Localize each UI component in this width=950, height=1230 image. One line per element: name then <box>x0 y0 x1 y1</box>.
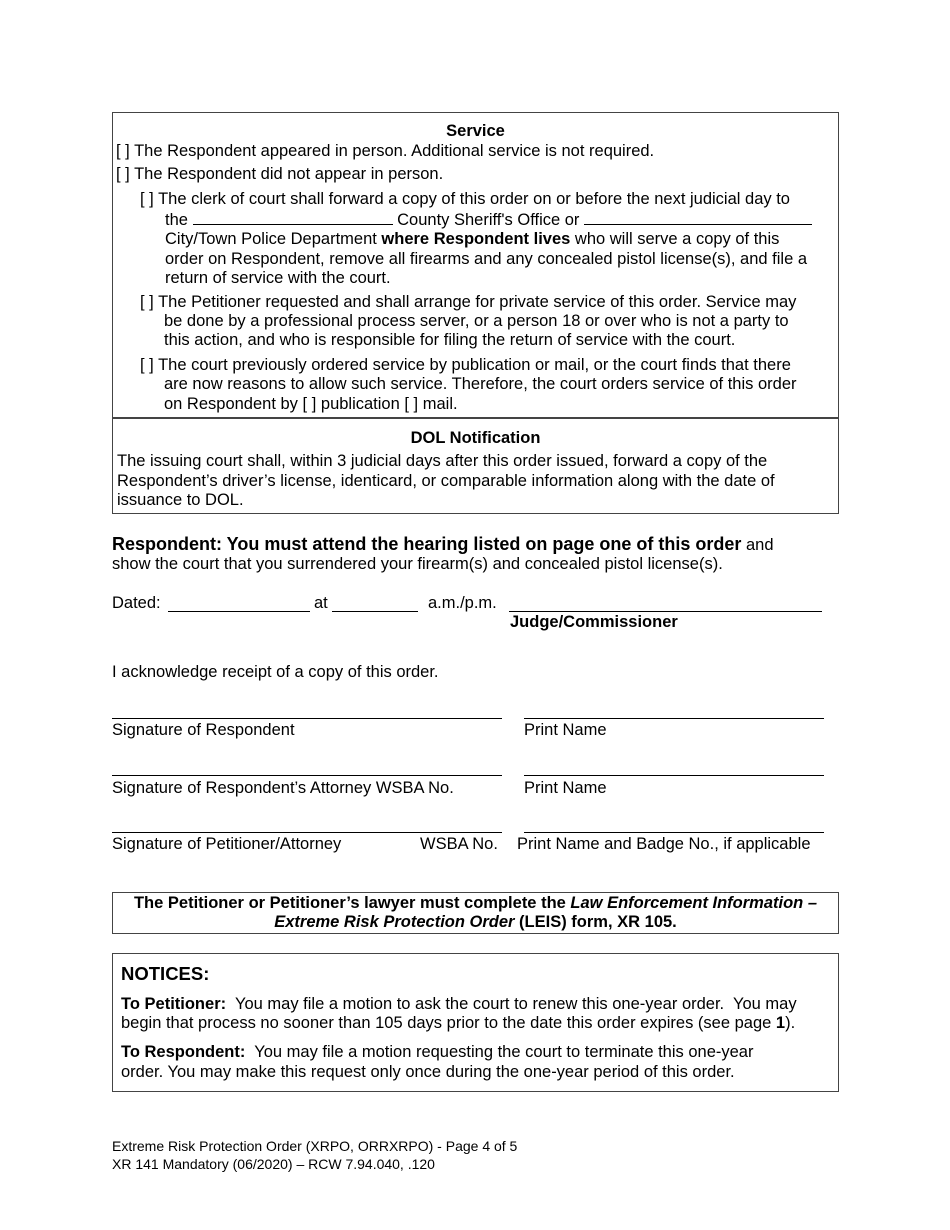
service-title: Service <box>446 122 505 140</box>
sig-resp-attorney-label: Signature of Respondent’s Attorney WSBA No. <box>112 779 454 797</box>
respondent-notice-and: and <box>741 536 774 554</box>
publication-word: publication <box>320 395 400 413</box>
leis-italic-2: Extreme Risk Protection Order <box>274 913 515 931</box>
checkbox-publication[interactable]: [ ] <box>140 356 154 374</box>
leis-text-2: (LEIS) form, XR 105. <box>514 913 677 931</box>
petitioner-notice-text: You may file a motion to ask the court to renew this one-year order. You may <box>226 995 797 1013</box>
respondent-attorney-signature-line[interactable] <box>112 775 502 776</box>
wsba-label: WSBA No. <box>420 835 498 853</box>
clerk-line-3 <box>165 230 779 250</box>
leis-line-1 <box>112 894 839 914</box>
option-publication <box>140 356 791 376</box>
checkbox-private[interactable]: [ ] <box>140 293 154 311</box>
time-input-line[interactable] <box>332 611 418 612</box>
clerk-line-1: The clerk of court shall forward a copy of this order on or before the next judicial day to <box>158 190 790 208</box>
sig-respondent-label: Signature of Respondent <box>112 721 295 739</box>
dol-title: DOL Notification <box>410 429 541 447</box>
option-not-appeared <box>116 165 443 185</box>
respondent-notice-line-1 <box>121 1043 753 1063</box>
checkbox-not-appeared[interactable]: [ ] <box>116 165 130 183</box>
petitioner-signature-line[interactable] <box>112 832 502 833</box>
option-appeared <box>116 142 654 162</box>
clerk-line-5: return of service with the court. <box>165 269 391 287</box>
print-name-line-1[interactable] <box>524 718 824 719</box>
option-clerk <box>140 190 790 210</box>
clerk-police-text: City/Town Police Department <box>165 230 382 248</box>
print-name-label-1: Print Name <box>524 721 607 739</box>
petitioner-notice-close: ). <box>785 1014 796 1032</box>
police-dept-blank[interactable] <box>584 210 812 225</box>
respondent-notice <box>112 535 774 556</box>
checkbox-by-mail[interactable]: [ ] <box>404 395 419 413</box>
print-badge-line[interactable] <box>524 832 824 833</box>
leis-italic-1: Law Enforcement Information – <box>570 894 818 912</box>
clerk-where-lives: where Respondent lives <box>381 230 571 248</box>
leis-text-1: The Petitioner or Petitioner’s lawyer must complete the <box>133 894 571 912</box>
page-one-ref: 1 <box>775 1014 786 1032</box>
date-input-line[interactable] <box>168 611 310 612</box>
dol-line-3: issuance to DOL. <box>117 491 244 509</box>
petitioner-notice-line-2 <box>121 1014 795 1034</box>
respondent-notice-line-2: order. You may make this request only once during the one-year period of this order. <box>121 1063 735 1081</box>
print-name-line-2[interactable] <box>524 775 824 776</box>
respondent-notice-text: You may file a motion requesting the court to terminate this one-year <box>245 1043 754 1061</box>
respondent-notice-line-2: show the court that you surrendered your firearm(s) and concealed pistol license(s). <box>112 555 723 573</box>
petitioner-notice-text-2: begin that process no sooner than 105 days prior to the date this order expires (see page <box>121 1014 776 1032</box>
footer-line-2: XR 141 Mandatory (06/2020) – RCW 7.94.040, .120 <box>112 1156 435 1172</box>
publication-line-1: The court previously ordered service by publication or mail, or the court finds that there <box>158 356 791 374</box>
publication-by-text: on Respondent by <box>164 395 298 413</box>
checkbox-by-publication[interactable]: [ ] <box>302 395 317 413</box>
option-private <box>140 293 796 313</box>
judge-signature-line[interactable] <box>509 611 822 612</box>
county-blank[interactable] <box>193 210 393 225</box>
dol-line-1: The issuing court shall, within 3 judicial days after this order issued, forward a copy of the <box>117 452 768 470</box>
checkbox-appeared[interactable]: [ ] <box>116 142 130 160</box>
judge-commissioner-label: Judge/Commissioner <box>510 613 678 631</box>
dated-at: at <box>314 594 328 612</box>
private-line-1: The Petitioner requested and shall arrange for private service of this order. Service may <box>158 293 797 311</box>
dated-label: Dated: <box>112 594 161 612</box>
private-line-2: be done by a professional process server, or a person 18 or over who is not a party to <box>164 312 789 330</box>
dol-line-2: Respondent’s driver’s license, identicard, or comparable information along with the date of <box>117 472 775 490</box>
clerk-line-2 <box>165 210 812 231</box>
clerk-serve-text: who will serve a copy of this <box>570 230 780 248</box>
private-line-3: this action, and who is responsible for filing the return of service with the court. <box>164 331 736 349</box>
checkbox-clerk[interactable]: [ ] <box>140 190 154 208</box>
clerk-line-4: order on Respondent, remove all firearms and any concealed pistol license(s), and file a <box>165 250 808 268</box>
option-appeared-text: The Respondent appeared in person. Additional service is not required. <box>134 142 655 160</box>
notices-title: NOTICES: <box>121 963 210 984</box>
respondent-notice-bold: Respondent: You must attend the hearing listed on page one of this order <box>112 534 742 554</box>
clerk-county-sheriff: County Sheriff's Office or <box>397 211 580 229</box>
dated-ampm: a.m./p.m. <box>428 594 497 612</box>
footer-line-1: Extreme Risk Protection Order (XRPO, ORRXRPO) - Page 4 of 5 <box>112 1138 518 1154</box>
acknowledge-receipt: I acknowledge receipt of a copy of this order. <box>112 663 439 681</box>
clerk-the: the <box>165 211 188 229</box>
publication-line-3 <box>164 395 458 415</box>
sig-petitioner-label: Signature of Petitioner/Attorney <box>112 835 342 853</box>
to-respondent-label: To Respondent: <box>121 1043 246 1061</box>
respondent-signature-line[interactable] <box>112 718 502 719</box>
print-name-label-2: Print Name <box>524 779 607 797</box>
leis-line-2 <box>112 913 839 933</box>
print-badge-label: Print Name and Badge No., if applicable <box>517 835 811 853</box>
mail-word: mail. <box>422 395 458 413</box>
to-petitioner-label: To Petitioner: <box>121 995 227 1013</box>
publication-line-2: are now reasons to allow such service. Therefore, the court orders service of this order <box>164 375 797 393</box>
petitioner-notice-line-1 <box>121 995 797 1015</box>
option-not-appeared-text: The Respondent did not appear in person. <box>134 165 444 183</box>
